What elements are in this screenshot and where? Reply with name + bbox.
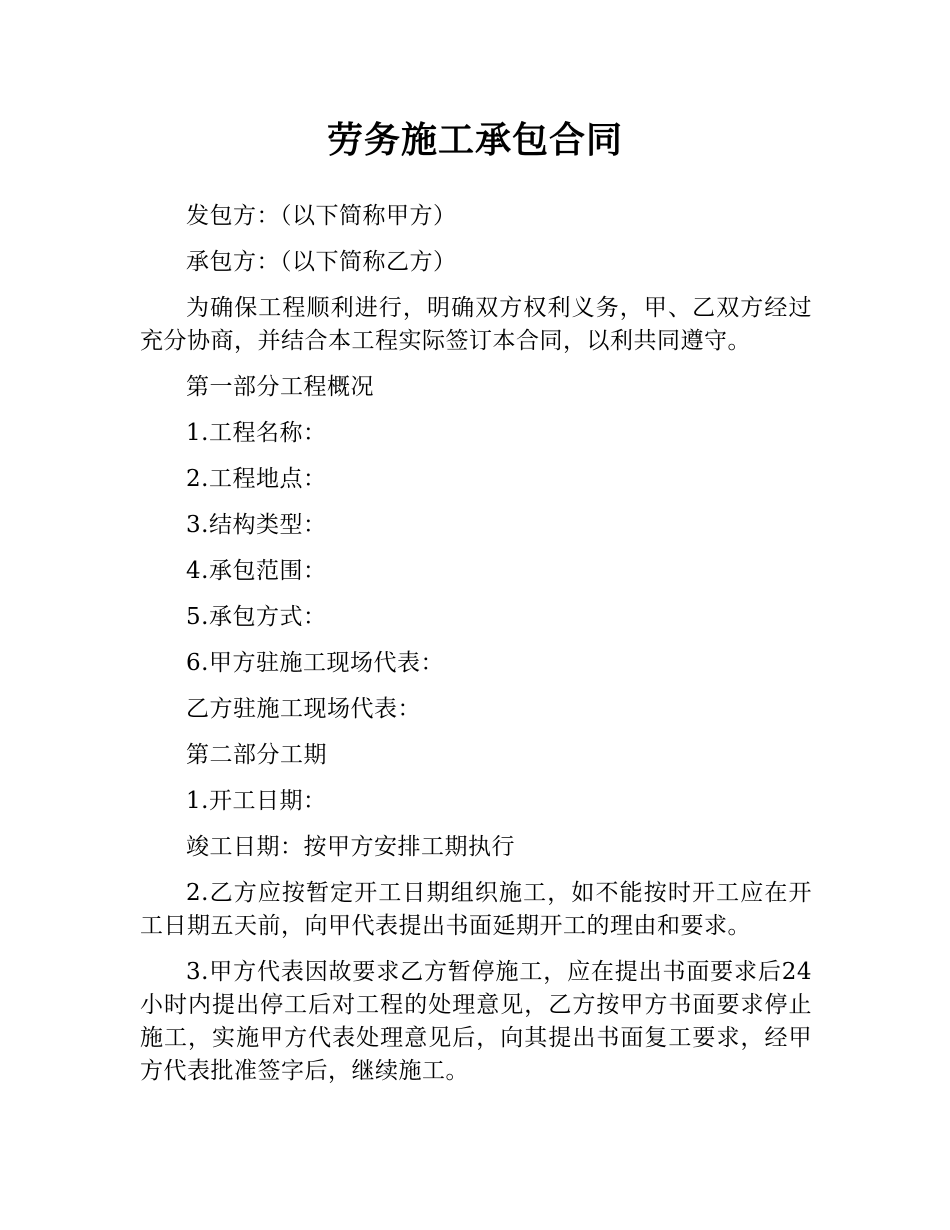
paragraph-contractor-rep: 乙方驻施工现场代表： (186, 696, 421, 722)
section-heading-schedule: 第二部分工期 (186, 742, 327, 768)
paragraph-project-name: 1.工程名称： (186, 420, 327, 446)
paragraph-clause-suspension: 3.甲方代表因故要求乙方暂停施工，应在提出书面要求后24小时内提出停工后对工程的处理意见，乙方按甲方书面要求停止施工，实施甲方代表处理意见后，向其提出书面复工要求，经甲方代表批准签字后，继续施工。 (140, 959, 812, 1084)
paragraph-contract-scope: 4.承包范围： (186, 558, 327, 584)
paragraph-contract-method: 5.承包方式： (186, 604, 327, 630)
paragraph-structure-type: 3.结构类型： (186, 512, 327, 538)
paragraph-project-location: 2.工程地点： (186, 466, 327, 492)
paragraph-employer: 发包方：（以下简称甲方） (186, 203, 457, 229)
paragraph-employer-rep: 6.甲方驻施工现场代表： (186, 650, 444, 676)
section-heading-overview: 第一部分工程概况 (186, 374, 374, 400)
paragraph-completion-date: 竣工日期：按甲方安排工期执行 (186, 834, 515, 860)
contract-body (140, 200, 812, 1101)
paragraph-clause-delay: 2.乙方应按暂定开工日期组织施工，如不能按时开工应在开工日期五天前，向甲代表提出书面延期开工的理由和要求。 (140, 880, 812, 939)
contract-title: 劳务施工承包合同 (326, 120, 623, 161)
paragraph-contractor: 承包方：（以下简称乙方） (186, 249, 457, 275)
paragraph-start-date: 1.开工日期： (186, 788, 327, 814)
paragraph-preamble: 为确保工程顺利进行，明确双方权利义务，甲、乙双方经过充分协商，并结合本工程实际签订本合同，以利共同遵守。 (140, 295, 812, 354)
